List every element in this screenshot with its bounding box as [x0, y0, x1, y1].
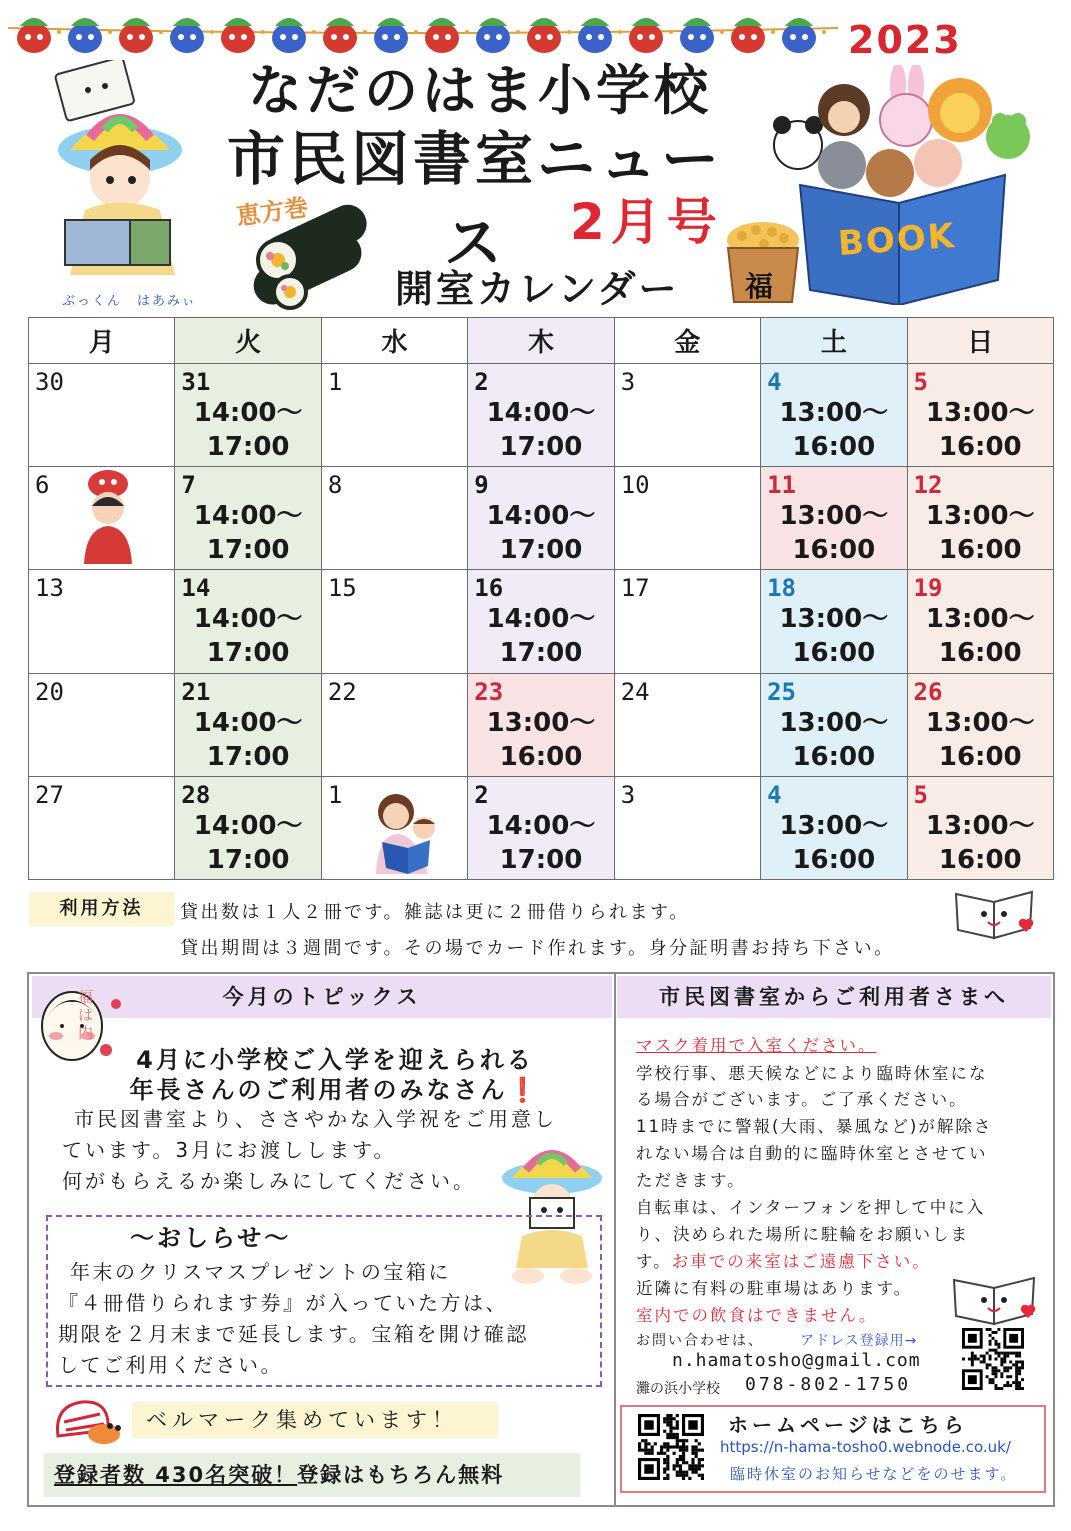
topics-headline-1: 4月に小学校ご入学を迎えられる — [136, 1046, 534, 1074]
opening-hours — [175, 499, 320, 567]
day-number: 9 — [474, 471, 489, 500]
day-number: 17 — [620, 574, 650, 603]
users-line-5: ただきます。 — [636, 1171, 746, 1190]
ehomaki-illustration — [230, 200, 380, 310]
calendar-week-row — [29, 467, 1054, 570]
opening-hours — [761, 809, 906, 877]
calendar-week-row — [29, 673, 1054, 776]
day-number: 4 — [767, 368, 782, 396]
contact-email[interactable]: n.hamatosho@gmail.com — [672, 1350, 921, 1371]
registration-count: 登録者数 430名突破！ — [54, 1463, 298, 1487]
calendar-week-row — [29, 364, 1054, 467]
opening-end-time: 17:00 — [499, 638, 583, 669]
usage-line-2: 貸出期間は３週間です。その場でカード作れます。身分証明書お持ち下さい。 — [180, 938, 895, 959]
weekday-thu: 木 — [468, 318, 614, 364]
opening-start-time: 14:00〜 — [486, 604, 596, 635]
day-number: 11 — [767, 471, 797, 500]
homepage-description: 臨時休室のお知らせなどをのせます。 — [730, 1465, 1018, 1483]
day-number: 31 — [181, 368, 211, 396]
day-number: 27 — [35, 780, 64, 809]
calendar-day-thu — [468, 364, 614, 467]
weekday-sun: 日 — [907, 318, 1053, 364]
calendar-day-tue — [175, 364, 321, 467]
opening-end-time: 17:00 — [499, 535, 583, 566]
day-number: 10 — [620, 471, 650, 500]
calendar-day-wed — [321, 570, 467, 673]
opening-hours — [468, 602, 613, 670]
calendar-day-thu — [468, 776, 614, 879]
users-line-7: り、決められた場所に駐輪をお願いしま — [636, 1225, 969, 1244]
mother-reading-to-child-illustration — [368, 788, 448, 874]
opening-start-time: 14:00〜 — [193, 604, 303, 635]
opening-start-time: 13:00〜 — [925, 707, 1035, 738]
newsletter-title: 市民図書室ニュース — [226, 125, 723, 277]
opening-hours — [761, 602, 906, 670]
day-number: 26 — [913, 677, 943, 706]
weekday-mon: 月 — [29, 318, 175, 364]
calendar-title: 開室カレンダー — [395, 267, 680, 311]
calendar-day-sat — [761, 776, 907, 879]
hermit-crab-illustration — [50, 1396, 126, 1446]
opening-start-time: 13:00〜 — [779, 501, 889, 532]
mask-notice: マスク着用で入室ください。 — [636, 1036, 877, 1055]
calendar-day-mon — [29, 776, 175, 879]
opening-hours — [908, 706, 1053, 774]
calendar-day-sat — [761, 570, 907, 673]
opening-hours — [761, 499, 906, 567]
opening-end-time: 16:00 — [938, 638, 1022, 669]
day-number: 16 — [474, 574, 504, 603]
fuku-label: 福 — [745, 270, 774, 303]
registration-free: 登録はもちろん無料 — [297, 1463, 505, 1487]
oni-mask-boy-illustration — [78, 466, 138, 564]
calendar-week-row — [29, 570, 1054, 673]
opening-start-time: 13:00〜 — [779, 604, 889, 635]
opening-hours — [908, 499, 1053, 567]
ehomaki-label: 恵方巻 — [234, 193, 310, 231]
opening-end-time: 16:00 — [938, 844, 1022, 875]
address-register-label: アドレス登録用→ — [800, 1333, 918, 1349]
opening-hours — [761, 706, 906, 774]
school-name: なだのはま小学校 — [248, 59, 712, 122]
day-number: 2 — [474, 780, 489, 809]
opening-end-time: 16:00 — [938, 432, 1022, 462]
topics-headline-2: 年長さんのご利用者のみなさん❗ — [129, 1076, 541, 1104]
calendar-day-tue — [175, 570, 321, 673]
weekday-tue: 火 — [175, 318, 321, 364]
calendar-day-fri — [614, 776, 760, 879]
day-number: 24 — [620, 677, 650, 706]
opening-end-time: 17:00 — [206, 844, 290, 875]
calendar-day-sun — [907, 673, 1053, 776]
opening-hours — [175, 706, 320, 774]
opening-end-time: 16:00 — [792, 535, 876, 566]
info-panel-divider — [614, 972, 616, 1507]
smiling-book-icon — [950, 886, 1040, 942]
day-number: 19 — [913, 574, 943, 603]
bookworm-character-illustration — [50, 60, 190, 285]
day-number: 8 — [327, 471, 343, 500]
issue-label: 2月号 — [570, 193, 723, 251]
day-number: 13 — [35, 574, 64, 603]
day-number: 25 — [767, 677, 797, 706]
notice-line-4: してご利用ください。 — [58, 1353, 283, 1377]
notice-line-2: 『４冊借りられます券』が入っていた方は、 — [58, 1291, 508, 1315]
school-label: 灘の浜小学校 — [636, 1381, 720, 1397]
contact-label: お問い合わせは、 — [636, 1333, 764, 1349]
topics-body-2: ています。3月にお渡しします。 — [62, 1138, 397, 1162]
day-number: 12 — [913, 471, 943, 500]
calendar-day-sun — [907, 776, 1053, 879]
contact-phone[interactable]: 078-802-1750 — [745, 1374, 912, 1395]
calendar-week-row — [29, 776, 1054, 879]
smiling-book-icon-2 — [948, 1272, 1044, 1328]
opening-hours — [761, 396, 906, 464]
no-food-notice: 室内での飲食はできません。 — [636, 1306, 878, 1325]
calendar-day-mon — [29, 673, 175, 776]
calendar-day-fri — [614, 364, 760, 467]
calendar-day-tue — [175, 776, 321, 879]
opening-start-time: 13:00〜 — [779, 810, 889, 841]
opening-end-time: 16:00 — [792, 638, 876, 669]
notice-title: ～おしらせ～ — [130, 1224, 292, 1252]
opening-end-time: 16:00 — [792, 432, 876, 462]
homepage-url[interactable]: https://n-hama-tosho0.webnode.co.uk/ — [720, 1438, 1011, 1456]
day-number: 21 — [181, 677, 211, 706]
calendar-day-fri — [614, 673, 760, 776]
usage-line-1: 貸出数は１人２冊です。雑誌は更に２冊借りられます。 — [180, 902, 690, 923]
opening-hours — [908, 602, 1053, 670]
animals-with-book-illustration — [760, 65, 1038, 305]
calendar-day-wed — [321, 364, 467, 467]
opening-end-time: 17:00 — [206, 741, 290, 772]
parking-notice: 近隣に有料の駐車場はあります。 — [636, 1279, 913, 1298]
character-caption: ぶっくん はあみぃ — [62, 294, 197, 309]
calendar-day-thu — [468, 570, 614, 673]
day-number: 28 — [181, 780, 211, 809]
opening-hours — [468, 499, 613, 567]
day-number: 4 — [767, 780, 782, 809]
calendar-day-wed — [321, 467, 467, 570]
calendar-day-fri — [614, 467, 760, 570]
opening-end-time: 16:00 — [938, 535, 1022, 566]
day-number: 15 — [327, 574, 357, 603]
calendar-day-thu — [468, 673, 614, 776]
calendar-day-sun — [907, 364, 1053, 467]
day-number: 2 — [474, 368, 489, 396]
weekday-header-row — [29, 318, 1054, 364]
opening-hours — [908, 809, 1053, 877]
opening-hours — [175, 396, 320, 464]
users-line-su: す。 — [636, 1252, 672, 1271]
homepage-qr-code[interactable] — [638, 1414, 704, 1480]
opening-start-time: 14:00〜 — [486, 810, 596, 841]
calendar-day-tue — [175, 673, 321, 776]
weekday-wed: 水 — [321, 318, 467, 364]
users-line-8 — [636, 1248, 931, 1272]
topics-body-3: 何がもらえるか楽しみにしてください。 — [62, 1169, 476, 1193]
opening-start-time: 14:00〜 — [486, 398, 596, 428]
opening-calendar — [28, 317, 1054, 880]
opening-end-time: 17:00 — [499, 844, 583, 875]
opening-start-time: 14:00〜 — [193, 398, 303, 428]
opening-start-time: 13:00〜 — [779, 398, 889, 428]
opening-end-time: 17:00 — [206, 535, 290, 566]
opening-start-time: 13:00〜 — [486, 707, 596, 738]
calendar-day-wed — [321, 673, 467, 776]
calendar-day-mon — [29, 570, 175, 673]
topics-body-1: 市民図書室より、ささやかな入学祝をご用意し — [74, 1107, 557, 1131]
year-label: 2023 — [848, 18, 962, 62]
opening-start-time: 13:00〜 — [925, 604, 1035, 635]
opening-hours — [908, 396, 1053, 464]
opening-hours — [468, 706, 613, 774]
homepage-title: ホームページはこちら — [728, 1413, 968, 1437]
opening-start-time: 13:00〜 — [925, 398, 1035, 428]
opening-end-time: 17:00 — [499, 432, 583, 462]
usage-label: 利用方法 — [29, 892, 174, 926]
fukuwauchi-label: 福は内 — [78, 988, 94, 1042]
address-qr-code[interactable] — [962, 1328, 1024, 1390]
bellmark-banner: ベルマーク集めています！ — [132, 1402, 498, 1438]
users-header: 市民図書室からご利用者さまへ — [617, 976, 1051, 1018]
day-number: 30 — [35, 368, 64, 396]
day-number: 3 — [620, 368, 636, 396]
day-number: 20 — [35, 677, 64, 706]
calendar-day-sun — [907, 467, 1053, 570]
registration-banner — [44, 1453, 580, 1497]
opening-end-time: 16:00 — [938, 741, 1022, 772]
calendar-day-sat — [761, 467, 907, 570]
day-number: 6 — [35, 471, 50, 500]
users-line-3: 11時までに警報(大雨、暴風など)が解除さ — [636, 1117, 993, 1136]
opening-start-time: 14:00〜 — [193, 810, 303, 841]
day-number: 5 — [913, 368, 928, 396]
calendar-day-thu — [468, 467, 614, 570]
opening-start-time: 14:00〜 — [193, 501, 303, 532]
opening-end-time: 16:00 — [499, 741, 583, 772]
day-number: 22 — [327, 677, 357, 706]
opening-start-time: 13:00〜 — [925, 501, 1035, 532]
day-number: 7 — [181, 471, 196, 500]
day-number: 5 — [913, 780, 928, 809]
no-car-notice: お車での来室はご遠慮下さい。 — [671, 1252, 931, 1271]
calendar-day-sat — [761, 673, 907, 776]
opening-start-time: 13:00〜 — [779, 707, 889, 738]
day-number: 14 — [181, 574, 211, 603]
topics-header: 今月のトピックス — [32, 976, 612, 1018]
day-number: 23 — [474, 677, 504, 706]
opening-start-time: 14:00〜 — [193, 707, 303, 738]
weekday-sat: 土 — [761, 318, 907, 364]
users-line-6: 自転車は、インターフォンを押して中に入 — [636, 1198, 986, 1217]
day-number: 1 — [327, 368, 343, 396]
calendar-day-sun — [907, 570, 1053, 673]
opening-hours — [175, 602, 320, 670]
opening-end-time: 17:00 — [206, 638, 290, 669]
book-label: BOOK — [836, 215, 958, 265]
opening-start-time: 13:00〜 — [925, 810, 1035, 841]
users-line-4: れない場合は自動的に臨時休室とさせてい — [636, 1144, 988, 1163]
opening-end-time: 16:00 — [792, 844, 876, 875]
opening-hours — [468, 396, 613, 464]
opening-end-time: 16:00 — [792, 741, 876, 772]
opening-hours — [175, 809, 320, 877]
opening-start-time: 14:00〜 — [486, 501, 596, 532]
calendar-day-mon — [29, 364, 175, 467]
opening-hours — [468, 809, 613, 877]
day-number: 18 — [767, 574, 797, 603]
users-line-2: る場合がございます。ご了承ください。 — [636, 1090, 968, 1109]
day-number: 1 — [327, 780, 343, 809]
calendar-day-tue — [175, 467, 321, 570]
notice-line-1: 年末のクリスマスプレゼントの宝箱に — [70, 1260, 451, 1284]
day-number: 3 — [620, 780, 636, 809]
opening-end-time: 17:00 — [206, 432, 290, 462]
users-line-1: 学校行事、悪天候などにより臨時休室にな — [636, 1064, 988, 1083]
calendar-day-sat — [761, 364, 907, 467]
notice-line-3: 期限を２月末まで延長します。宝箱を開け確認 — [58, 1322, 529, 1346]
weekday-fri: 金 — [614, 318, 760, 364]
calendar-day-fri — [614, 570, 760, 673]
